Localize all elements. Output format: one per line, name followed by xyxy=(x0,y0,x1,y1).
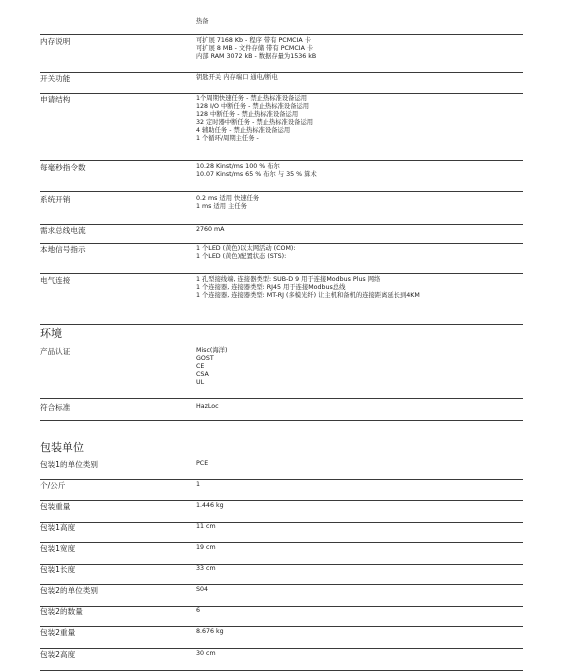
row-label: 电气连接 xyxy=(40,276,71,285)
value-line: 128 中断任务 - 禁止热标准设备运用 xyxy=(196,111,299,119)
row-value xyxy=(196,195,522,211)
value-line: 1 个LED (黄色)配置状态 (STS): xyxy=(196,253,287,261)
table-row xyxy=(40,544,523,565)
table-row xyxy=(40,226,523,244)
row-label: 本地信号指示 xyxy=(40,245,86,254)
table-row xyxy=(40,163,523,192)
value-line: 4 辅助任务 - 禁止热标准设备运用 xyxy=(196,127,291,135)
row-label: 每毫秒指令数 xyxy=(40,163,86,172)
value-line: 可扩展 8 MB - 文件存储 带有 PCMCIA 卡 xyxy=(196,45,314,53)
row-value xyxy=(196,544,522,552)
table-row xyxy=(40,523,523,543)
value-line: Misc(海洋) xyxy=(196,347,228,354)
row-value xyxy=(196,650,522,658)
value-line: 0.2 ms 适用 快速任务 xyxy=(196,195,260,202)
row-value xyxy=(196,347,522,387)
value-line: CE xyxy=(196,363,205,371)
value-line: 1 个连接器, 连接器类型: MT-RJ (多模光纤) 让主机和备机的连接距离延长到4KM xyxy=(196,292,420,300)
value-line: 可扩展 7168 Kb - 程序 带有 PCMCIA 卡 xyxy=(196,37,311,44)
row-value xyxy=(196,163,522,179)
value-line: 33 cm xyxy=(196,565,216,572)
value-line: 10.28 Kinst/ms 100 % 布尔 xyxy=(196,163,280,170)
table-top-rule xyxy=(40,30,523,35)
row-value xyxy=(196,37,522,61)
table-row xyxy=(40,481,523,501)
row-label: 包装1的单位类别 xyxy=(40,460,98,469)
value-line: 钥匙开关 内存端口 通电/断电 xyxy=(196,74,278,81)
row-label: 需求总线电流 xyxy=(40,226,86,235)
row-value xyxy=(196,586,522,594)
row-value xyxy=(196,502,522,510)
row-label: 产品认证 xyxy=(40,347,71,356)
hot-standby-text: 热备 xyxy=(196,18,209,25)
table-row xyxy=(40,607,523,627)
value-line: 6 xyxy=(196,607,201,614)
table-row xyxy=(40,347,523,399)
value-line: 11 cm xyxy=(196,523,216,530)
row-value xyxy=(196,607,522,615)
value-line: 内部 RAM 3072 kB - 数据存量为1536 kB xyxy=(196,53,317,61)
row-label: 包装1长度 xyxy=(40,565,76,574)
row-label: 包装1宽度 xyxy=(40,544,76,553)
table-row xyxy=(40,37,523,73)
value-line: S04 xyxy=(196,586,209,593)
value-line: CSA xyxy=(196,371,209,379)
row-value xyxy=(196,523,522,531)
row-label: 系统开销 xyxy=(40,195,71,204)
table-row xyxy=(40,74,523,94)
value-line: 19 cm xyxy=(196,544,216,551)
row-label: 包装2的单位类别 xyxy=(40,586,98,595)
value-line: 2760 mA xyxy=(196,226,225,233)
row-label: 包装2重量 xyxy=(40,628,76,637)
value-line: 1 个连接器, 连接器类型: RJ45 用于连接Modbus总线 xyxy=(196,284,346,292)
row-label: 包装2高度 xyxy=(40,650,76,659)
value-line: 10.07 Kinst/ms 65 % 布尔 与 35 % 算术 xyxy=(196,171,317,179)
value-line: 1 个LED (黄色)以太网活动 (COM): xyxy=(196,245,296,252)
row-label: 申请结构 xyxy=(40,95,71,104)
section-title-environment: 环境 xyxy=(40,327,62,340)
value-line: 128 I/O 中断任务 - 禁止热标准设备运用 xyxy=(196,103,310,111)
value-line: 1个周期快速任务 - 禁止热标准设备运用 xyxy=(196,95,308,102)
value-line: 1 孔型接线端, 连接器类型: SUB-D 9 用于连接Modbus Plus 网络 xyxy=(196,276,381,283)
table-row xyxy=(40,502,523,523)
row-value xyxy=(196,481,522,489)
value-line: GOST xyxy=(196,355,214,363)
value-line: 8.676 kg xyxy=(196,628,224,635)
row-label: 个/公斤 xyxy=(40,481,66,490)
row-value xyxy=(196,245,522,261)
table-row xyxy=(40,460,523,480)
value-line: 30 cm xyxy=(196,650,216,657)
table-row xyxy=(40,276,523,325)
table-row xyxy=(40,628,523,649)
value-line: 1 xyxy=(196,481,201,488)
section-title-packaging: 包装单位 xyxy=(40,441,84,454)
row-value xyxy=(196,460,522,468)
row-value xyxy=(196,403,522,411)
row-value xyxy=(196,276,522,300)
row-label: 包装重量 xyxy=(40,502,71,511)
value-line: 1 个循环/周期主任务 - xyxy=(196,135,259,143)
value-line: PCE xyxy=(196,460,209,467)
value-line: 32 定时器中断任务 - 禁止热标准设备运用 xyxy=(196,119,314,127)
table-row xyxy=(40,95,523,161)
row-label: 包装1高度 xyxy=(40,523,76,532)
row-value xyxy=(196,74,522,82)
row-label: 内存说明 xyxy=(40,37,71,46)
row-value xyxy=(196,95,522,144)
row-label: 开关功能 xyxy=(40,74,71,83)
row-value xyxy=(196,628,522,636)
value-line: HazLoc xyxy=(196,403,219,410)
table-row xyxy=(40,565,523,585)
row-value xyxy=(196,565,522,573)
row-label: 符合标准 xyxy=(40,403,71,412)
row-value xyxy=(196,226,522,234)
table-row xyxy=(40,650,523,671)
table-row xyxy=(40,195,523,225)
table-row xyxy=(40,586,523,607)
row-label: 包装2的数量 xyxy=(40,607,83,616)
table-row xyxy=(40,403,523,421)
value-line: 1 ms 适用 主任务 xyxy=(196,203,247,211)
value-line: UL xyxy=(196,379,205,387)
value-line: 1.446 kg xyxy=(196,502,224,509)
table-row xyxy=(40,245,523,274)
